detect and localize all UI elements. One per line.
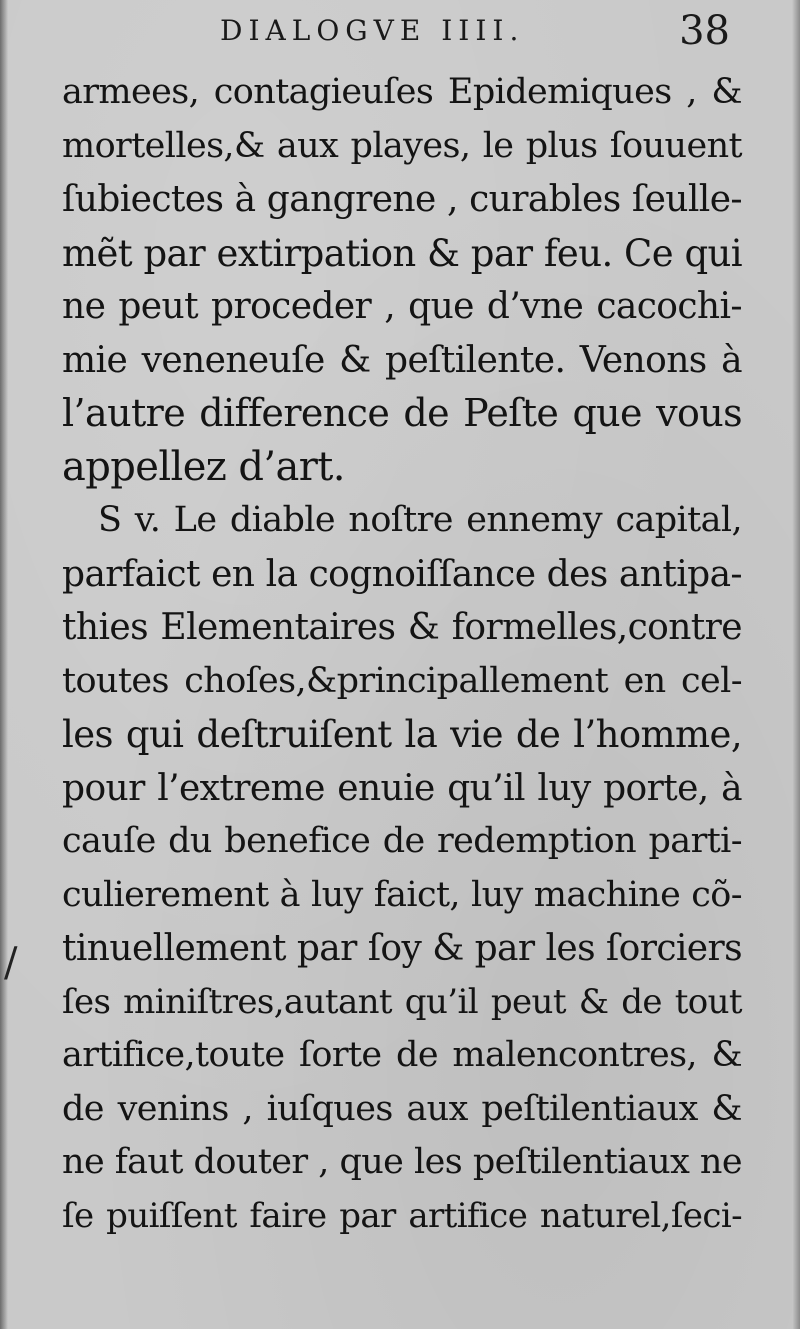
page-number: 38 bbox=[679, 8, 730, 54]
text-line: les qui deſtruiſent la vie de l’homme, bbox=[62, 713, 742, 756]
text-line: ſe puiſſent faire par artifice naturel,ſeci- bbox=[62, 1195, 742, 1236]
margin-mark: / bbox=[4, 940, 18, 986]
text-line: ſes miniſtres,autant qu’il peut & de tout bbox=[62, 981, 742, 1022]
text-line: mie veneneuſe & peſtilente. Venons à bbox=[62, 339, 742, 381]
text-line: mẽt par extirpation & par feu. Ce qui bbox=[62, 231, 742, 275]
text-line: artifice,toute ſorte de malencontres, & bbox=[62, 1035, 742, 1075]
text-line: pour l’extreme enuie qu’il luy porte, à bbox=[62, 767, 742, 809]
text-line: ne faut douter , que les peſtilentiaux ne bbox=[62, 1142, 742, 1182]
text-line: de venins , iuſques aux peſtilentiaux & bbox=[62, 1088, 742, 1129]
text-line: appellez d’art. bbox=[62, 443, 345, 490]
text-line: cauſe du benefice de redemption parti- bbox=[62, 821, 742, 861]
body-text bbox=[62, 66, 742, 1243]
text-line: ſubiectes à gangrene , curables ſeulle- bbox=[62, 179, 742, 220]
text-line: thies Elementaires & formelles,contre bbox=[62, 607, 742, 648]
page-right-edge bbox=[792, 0, 800, 1329]
text-line: toutes choſes,&principallement en cel- bbox=[62, 660, 742, 701]
running-title: DIALOGVE IIII. bbox=[220, 14, 525, 47]
text-line: ne peut proceder , que d’vne cacochi- bbox=[62, 286, 742, 327]
text-line: culierement à luy faict, luy machine cõ- bbox=[62, 874, 742, 915]
text-line: armees, contagieuſes Epidemiques , & bbox=[62, 72, 742, 112]
page-left-edge bbox=[0, 0, 8, 1329]
running-head bbox=[0, 8, 800, 58]
text-line: S v. Le diable noſtre ennemy capital, bbox=[98, 500, 742, 540]
text-line: mortelles,& aux playes, le plus ſouuent bbox=[62, 125, 742, 166]
text-line: parfaict en la cognoiſſance des antipa- bbox=[62, 553, 742, 595]
text-line: tinuellement par ſoy & par les ſorciers bbox=[62, 928, 742, 969]
text-line: l’autre difference de Peſte que vous bbox=[62, 391, 742, 435]
